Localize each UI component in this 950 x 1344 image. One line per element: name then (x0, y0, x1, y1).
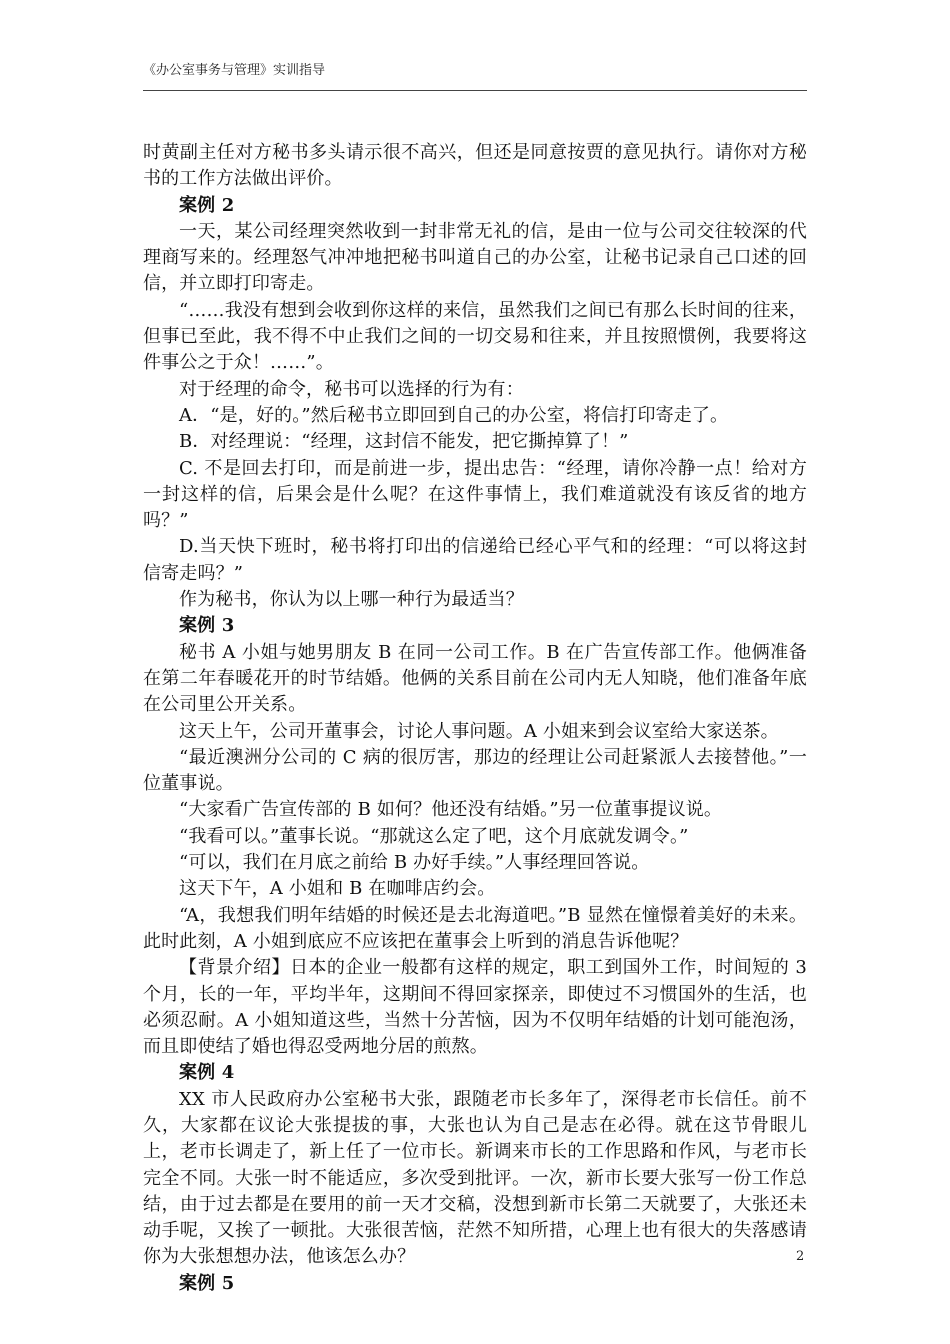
option-b: B．对经理说：“经理，这封信不能发，把它撕掉算了！” (179, 431, 629, 453)
paragraph: “可以，我们在月底之前给 B 办好手续。”人事经理回答说。 (179, 852, 650, 874)
paragraph: XX 市人民政府办公室秘书大张，跟随老市长多年了，深得老市长信任。前不久，大家都在议论大张提拔的事，大张也认为自己是志在必得。就在这节骨眼儿上，老市长调走了，新上任了一位市长。新调来市长的工作思路和作风，与老市长完全不同。大张一时不能适应，多次受到批评。一次，新市长要大张写一份工作总结，由于过去都是在要用的前一天才交稿，没想到新市长第二天就要了，大张还未动手呢，又挨了一顿批。大张很苦恼，茫然不知所措，心理上也有很大的失落感请你为大张想想办法，他该怎么办？ (143, 1088, 807, 1268)
option-a: A．“是，好的。”然后秘书立即回到自己的办公室，将信打印寄走了。 (179, 404, 729, 426)
case-title: 案例 5 (179, 1272, 235, 1294)
option-d: D.当天快下班时，秘书将打印出的信递给已经心平气和的经理：“可以将这封信寄走吗？” (143, 536, 807, 584)
case-title: 案例 4 (179, 1062, 235, 1084)
paragraph: 这天下午，A 小姐和 B 在咖啡店约会。 (179, 878, 496, 900)
page-header: 《办公室事务与管理》实训指导 (143, 63, 326, 78)
paragraph: 时黄副主任对方秘书多头请示很不高兴，但还是同意按贾的意见执行。请你对方秘书的工作方法做出评价。 (143, 142, 807, 190)
paragraph: “大家看广告宣传部的 B 如何？他还没有结婚。”另一位董事提议说。 (179, 799, 723, 821)
paragraph: 这天上午，公司开董事会，讨论人事问题。A 小姐来到会议室给大家送茶。 (179, 720, 779, 742)
header-rule (143, 90, 807, 91)
case-title: 案例 2 (179, 194, 235, 216)
paragraph: “我看可以。”董事长说。“那就这么定了吧，这个月底就发调令。” (179, 825, 689, 847)
background-paragraph: 【背景介绍】日本的企业一般都有这样的规定，职工到国外工作，时间短的 3 个月，长的一年，平均半年，这期间不得回家探亲，即使过不习惯国外的生活，也必须忍耐。A 小姐知道这些，当然十分苦恼，因为不仅明年结婚的计划可能泡汤，而且即使结了婚也得忍受两地分居的煎熬。 (143, 957, 807, 1058)
option-c: C. 不是回去打印，而是前进一步，提出忠告：“经理，请你冷静一点！给对方一封这样的信，后果会是什么呢？在这件事情上，我们难道就没有该反省的地方吗？” (143, 457, 807, 532)
paragraph: 一天，某公司经理突然收到一封非常无礼的信，是由一位与公司交往较深的代理商写来的。经理怒气冲冲地把秘书叫道自己的办公室，让秘书记录自己口述的回信，并立即打印寄走。 (143, 220, 807, 295)
document-body (143, 140, 807, 1297)
paragraph: 对于经理的命令，秘书可以选择的行为有： (179, 378, 524, 400)
paragraph: “最近澳洲分公司的 C 病的很厉害，那边的经理让公司赶紧派人去接替他。”一位董事说。 (143, 746, 807, 795)
page-number: 2 (796, 1249, 805, 1264)
paragraph: “A，我想我们明年结婚的时候还是去北海道吧。”B 显然在憧憬着美好的未来。此时此刻，A 小姐到底应不应该把在董事会上听到的消息告诉他呢？ (143, 904, 807, 952)
paragraph: 作为秘书，你认为以上哪一种行为最适当？ (179, 589, 524, 611)
case-title: 案例 3 (179, 615, 235, 637)
paragraph: “……我没有想到会收到你这样的来信，虽然我们之间已有那么长时间的往来，但事已至此，我不得不中止我们之间的一切交易和往来，并且按照惯例，我要将这件事公之于众！……”。 (143, 299, 807, 374)
paragraph: 秘书 A 小姐与她男朋友 B 在同一公司工作。B 在广告宣传部工作。他俩准备在第二年春暖花开的时节结婚。他俩的关系目前在公司内无人知晓，他们准备年底在公司里公开关系。 (143, 641, 807, 716)
